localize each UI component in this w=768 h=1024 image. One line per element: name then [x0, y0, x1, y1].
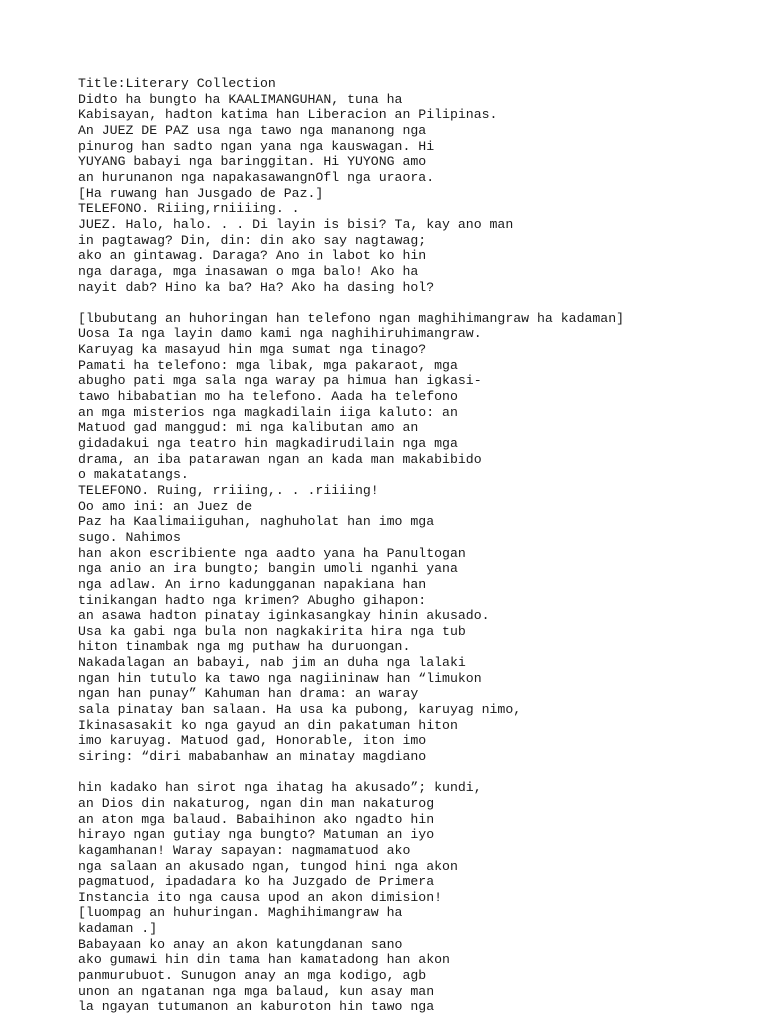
- text-line: Kabisayan, hadton katima han Liberacion an Pilipinas.: [78, 107, 498, 123]
- text-line: unon an ngatanan nga mga balaud, kun asay man: [78, 983, 435, 999]
- text-line: Ikinasasakit ko nga gayud an din pakatuman hiton: [78, 717, 458, 733]
- text-line: Didto ha bungto ha KAALIMANGUHAN, tuna ha: [78, 91, 403, 107]
- text-line: ngan hin tutulo ka tawo nga nagiininaw han “limukon: [78, 670, 482, 686]
- text-line: TELEFONO. Riiing,rniiiing. .: [78, 201, 300, 217]
- text-block: [78, 76, 738, 295]
- text-line: imo karuyag. Matuod gad, Honorable, iton imo: [78, 733, 427, 749]
- text-line: abugho pati mga sala nga waray pa himua han igkasi-: [78, 373, 482, 389]
- text-line: siring: “diri mababanhaw an minatay magdiano: [78, 749, 427, 765]
- text-line: Matuod gad manggud: mi nga kalibutan amo an: [78, 420, 419, 436]
- text-line: o makatatangs.: [78, 467, 189, 483]
- text-line: hin kadako han sirot nga ihatag ha akusado”; kundi,: [78, 780, 482, 796]
- text-line: ako an gintawag. Daraga? Ano in labot ko hin: [78, 248, 427, 264]
- text-line: nga anio an ira bungto; bangin umoli nganhi yana: [78, 561, 458, 577]
- text-line: Title:Literary Collection: [78, 76, 276, 91]
- text-line: Pamati ha telefono: mga libak, mga pakaraot, mga: [78, 357, 458, 373]
- text-line: tinikangan hadto nga krimen? Abugho gihapon:: [78, 592, 427, 608]
- text-line: in pagtawag? Din, din: din ako say nagtawag;: [78, 232, 427, 248]
- text-line: tawo hibabatian mo ha telefono. Aada ha telefono: [78, 388, 458, 404]
- text-line: [lbubutang an huhoringan han telefono ngan maghihimangraw ha kadaman]: [78, 310, 625, 326]
- text-line: nga salaan an akusado ngan, tungod hini nga akon: [78, 858, 458, 874]
- text-line: hirayo ngan gutiay nga bungto? Matuman an iyo: [78, 827, 435, 843]
- text-line: pinurog han sadto ngan yana nga kauswagan. Hi: [78, 138, 435, 154]
- text-line: An JUEZ DE PAZ usa nga tawo nga mananong nga: [78, 122, 427, 138]
- text-line: Uosa Ia nga layin damo kami nga naghihiruhimangraw.: [78, 326, 482, 342]
- text-line: Nakadalagan an babayi, nab jim an duha nga lalaki: [78, 655, 466, 671]
- text-line: an Dios din nakaturog, ngan din man nakaturog: [78, 795, 435, 811]
- text-line: TELEFONO. Ruing, rriiing,. . .riiiing!: [78, 482, 379, 498]
- text-line: Usa ka gabi nga bula non nagkakirita hira nga tub: [78, 623, 466, 639]
- text-line: an aton mga balaud. Babaihinon ako ngadto hin: [78, 811, 435, 827]
- text-line: an asawa hadton pinatay iginkasangkay hinin akusado.: [78, 608, 490, 624]
- text-line: Instancia ito nga causa upod an akon dimision!: [78, 889, 443, 905]
- text-line: la ngayan tutumanon an kaburoton hin tawo nga: [78, 999, 435, 1015]
- text-line: kadaman .]: [78, 921, 158, 937]
- text-line: sugo. Nahimos: [78, 529, 181, 545]
- text-line: ngan han punay” Kahuman han drama: an waray: [78, 686, 419, 702]
- text-line: JUEZ. Halo, halo. . . Di layin is bisi? Ta, kay ano man: [78, 216, 514, 232]
- text-block: [78, 311, 738, 765]
- text-line: kagamhanan! Waray sapayan: nagmamatuod ako: [78, 842, 411, 858]
- text-line: Paz ha Kaalimaiiguhan, naghuholat han imo mga: [78, 514, 435, 530]
- text-line: drama, an iba patarawan ngan an kada man makabibido: [78, 451, 482, 467]
- text-line: Karuyag ka masayud hin mga sumat nga tinago?: [78, 342, 427, 357]
- text-line: Babayaan ko anay an akon katungdanan sano: [78, 936, 403, 952]
- text-line: [luompag an huhuringan. Maghihimangraw ha: [78, 905, 403, 921]
- text-line: panmurubuot. Sunugon anay an mga kodigo, agb: [78, 968, 427, 984]
- text-line: hiton tinambak nga mg puthaw ha duruongan.: [78, 639, 411, 655]
- text-line: han akon escribiente nga aadto yana ha Panultogan: [78, 545, 466, 561]
- text-line: an mga misterios nga magkadilain iiga kaluto: an: [78, 404, 458, 420]
- text-line: nayit dab? Hino ka ba? Ha? Ako ha dasing hol?: [78, 279, 435, 295]
- text-line: Oo amo ini: an Juez de: [78, 498, 253, 514]
- text-block: [78, 780, 738, 1015]
- text-line: sala pinatay ban salaan. Ha usa ka pubong, karuyag nimo,: [78, 702, 522, 718]
- text-line: ako gumawi hin din tama han kamatadong han akon: [78, 952, 450, 968]
- text-line: an hurunanon nga napakasawangnOfl nga uraora.: [78, 169, 435, 185]
- document-page: [78, 76, 738, 1015]
- text-line: YUYANG babayi nga baringgitan. Hi YUYONG amo: [78, 154, 427, 170]
- text-line: [Ha ruwang han Jusgado de Paz.]: [78, 185, 324, 201]
- text-line: gidadakui nga teatro hin magkadirudilain nga mga: [78, 435, 458, 451]
- text-line: pagmatuod, ipadadara ko ha Juzgado de Primera: [78, 874, 435, 890]
- text-line: nga daraga, mga inasawan o mga balo! Ako ha: [78, 263, 419, 279]
- text-line: nga adlaw. An irno kadungganan napakiana han: [78, 576, 427, 592]
